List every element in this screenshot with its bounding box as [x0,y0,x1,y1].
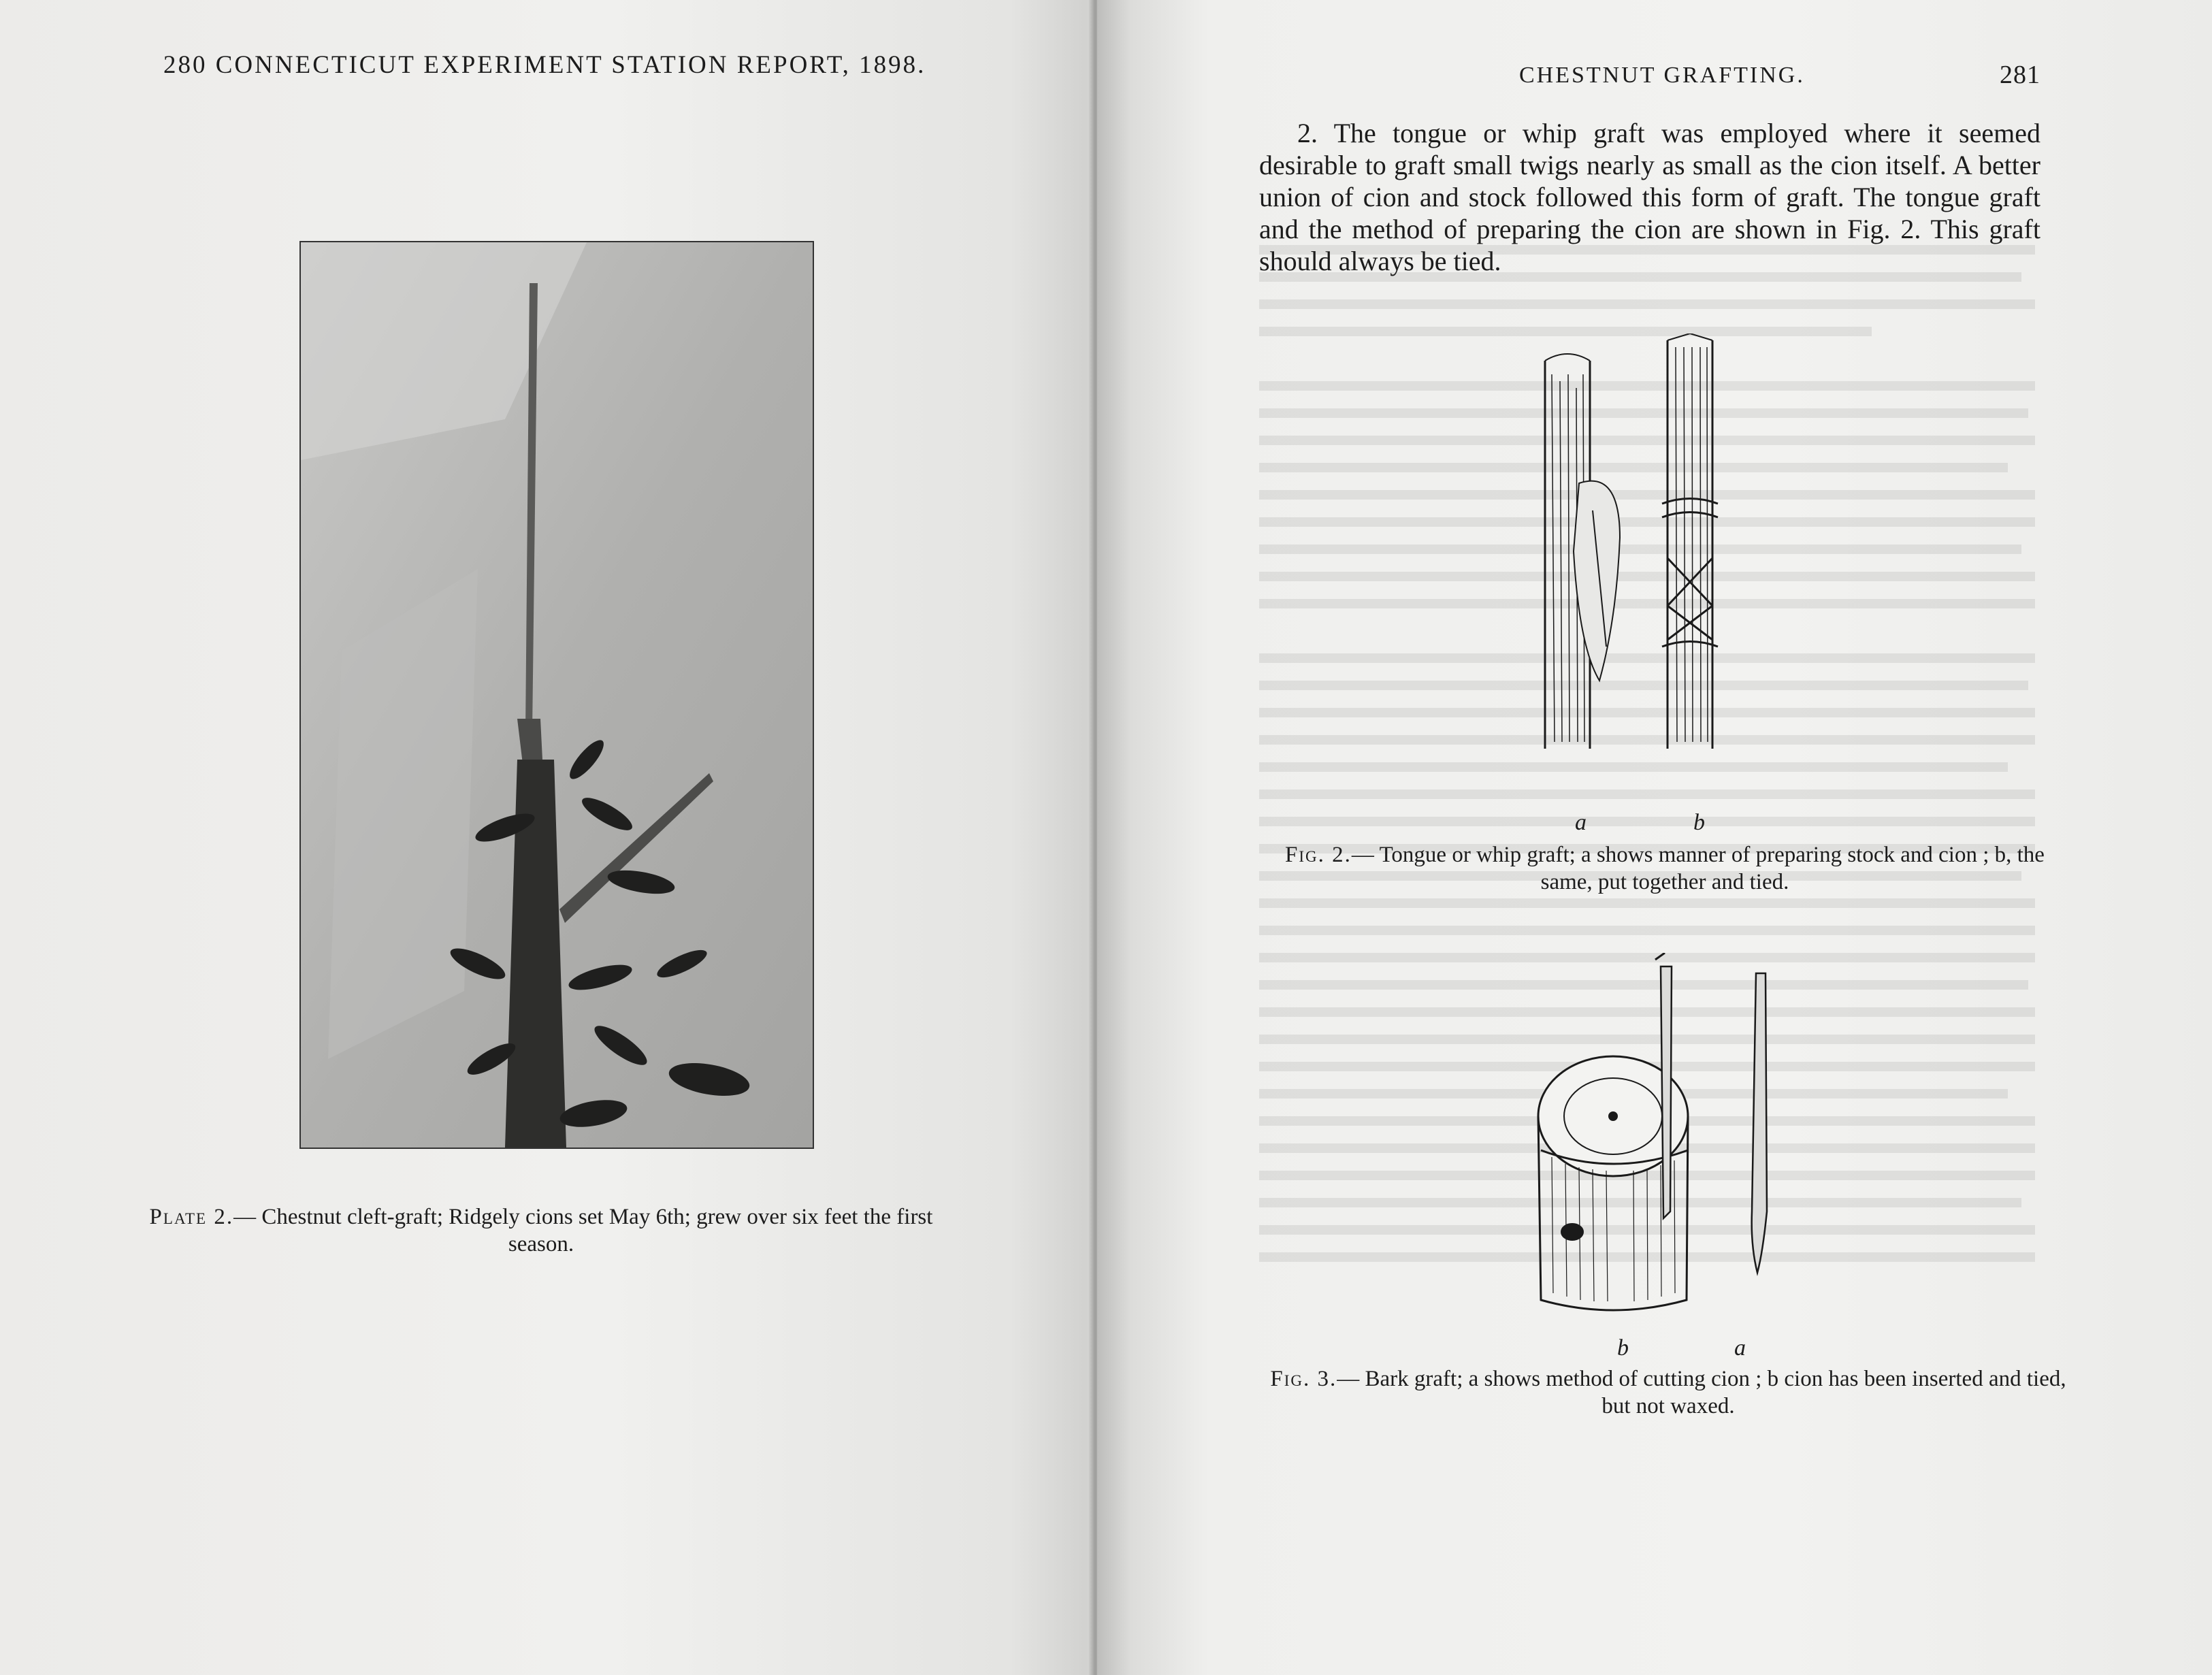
left-running-head: 280 CONNECTICUT EXPERIMENT STATION REPORT, 1898. [163,51,926,79]
fig2-caption-lead: Fig. 2. [1285,843,1352,867]
plate-photograph [299,241,814,1149]
left-page [0,0,1097,1675]
fig3-caption [1270,1365,2066,1420]
fig2-caption-text: — Tongue or whip graft; a shows manner of preparing stock and cion ; b, the same, put together and tied. [1351,843,2045,894]
paragraph-tongue-graft: 2. The tongue or whip graft was employed where it seemed desirable to graft small twigs nearly as small as the cion itself. A better union of cion and stock followed this form of graft. The tongue graft and the method of preparing the cion are shown in Fig. 2. This graft should always be tied. [1259,118,2040,276]
fig2-caption [1265,841,2065,896]
fig3-label-b: b [1617,1335,1629,1361]
plate-caption-text: — Chestnut cleft-graft; Ridgely cions set May 6th; grew over six feet the first season. [233,1205,933,1256]
fig2-label-a: a [1575,810,1587,835]
fig3-caption-text: — Bark graft; a shows method of cutting cion ; b cion has been inserted and tied, but not waxed. [1337,1367,2066,1418]
plate-caption-lead: Plate 2. [149,1205,234,1229]
plate-caption [143,1203,939,1258]
fig2-label-b: b [1693,810,1705,835]
body-paragraph [1259,117,2040,277]
fig3-caption-lead: Fig. 3. [1270,1367,1337,1391]
fig3-label-a: a [1734,1335,1746,1361]
chestnut-tree-photo [301,242,813,1148]
fig2-illustration [1525,334,1756,755]
fig3-illustration [1531,953,1817,1320]
page-number: 281 [2000,61,2040,89]
right-running-head: CHESTNUT GRAFTING. [1519,63,1805,88]
